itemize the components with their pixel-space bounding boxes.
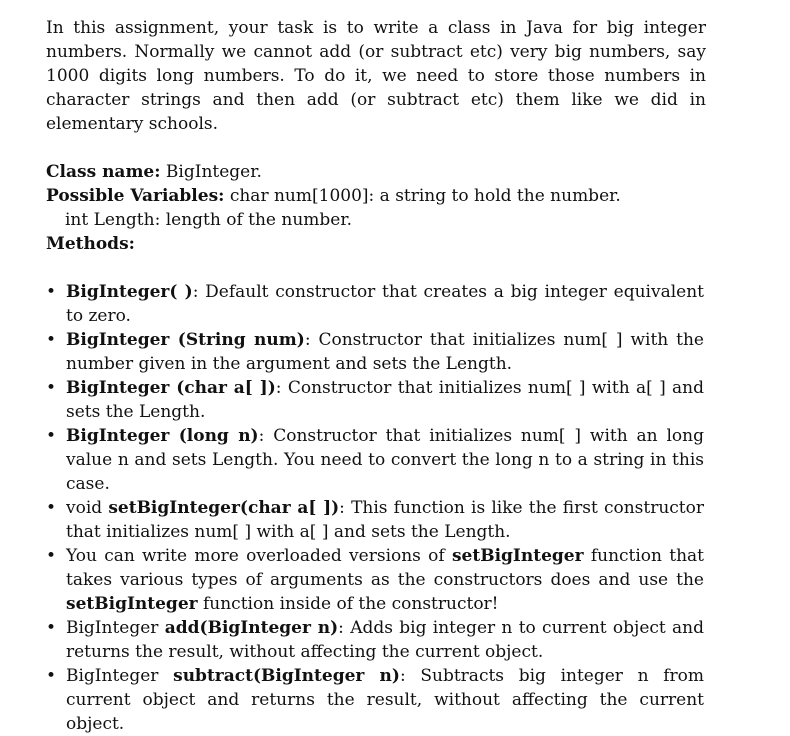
method-description: : Subtracts big integer n from current object and returns the result, without affecting the current object. bbox=[66, 666, 704, 734]
method-item bbox=[46, 544, 704, 616]
method-signature: BigInteger( ) bbox=[66, 282, 193, 302]
method-description: : Constructor that initializes num[ ] with an long value n and sets Length. You need to convert the long n to a string in this case. bbox=[66, 426, 704, 494]
class-name-value: BigInteger. bbox=[160, 162, 262, 182]
method-item bbox=[46, 376, 704, 424]
method-prefix: void bbox=[66, 498, 109, 518]
method-item bbox=[46, 424, 704, 496]
method-signature: BigInteger (String num) bbox=[66, 330, 305, 350]
method-signature: add(BigInteger n) bbox=[164, 618, 339, 638]
method-item bbox=[46, 496, 704, 544]
method-signature-2: setBigInteger bbox=[66, 594, 198, 614]
variables-line bbox=[46, 184, 750, 208]
method-signature: subtract(BigInteger n) bbox=[173, 666, 400, 686]
method-item bbox=[46, 328, 704, 376]
spacer bbox=[46, 136, 750, 160]
variable-length: int Length: length of the number. bbox=[65, 210, 353, 230]
method-description: function that takes various types of arguments as the constructors does and use the bbox=[66, 546, 704, 590]
method-description: : Default constructor that creates a big integer equivalent to zero. bbox=[66, 282, 704, 326]
variables-label: Possible Variables: bbox=[46, 186, 225, 206]
method-signature: BigInteger (long n) bbox=[66, 426, 259, 446]
method-item bbox=[46, 616, 704, 664]
intro-paragraph: In this assignment, your task is to write a class in Java for big integer numbers. Normally we cannot add (or subtract etc) very big numbers, say 1000 digits long numbers. To do it, we need to store those numbers in character strings and then add (or subtract etc) them like we did in elementary schools. bbox=[46, 18, 706, 134]
class-name-label: Class name: bbox=[46, 162, 161, 182]
method-description-2: function inside of the constructor! bbox=[197, 594, 499, 614]
method-description: : Adds big integer n to current object and returns the result, without affecting the current object. bbox=[66, 618, 705, 662]
method-signature: setBigInteger(char a[ ]) bbox=[108, 498, 340, 518]
method-description: : Constructor that initializes num[ ] with the number given in the argument and sets the Length. bbox=[66, 330, 704, 374]
method-prefix: BigInteger bbox=[66, 618, 165, 638]
method-signature: setBigInteger bbox=[451, 546, 584, 566]
variable-num: char num[1000]: a string to hold the number. bbox=[224, 186, 621, 206]
methods-label: Methods: bbox=[46, 234, 135, 254]
method-signature: BigInteger (char a[ ]) bbox=[66, 378, 276, 398]
methods-heading bbox=[46, 232, 750, 256]
method-prefix: BigInteger bbox=[66, 666, 174, 686]
method-description: : This function is like the first constructor that initializes num[ ] with a[ ] and sets the Length. bbox=[66, 498, 704, 542]
class-name-line bbox=[46, 160, 750, 184]
method-item bbox=[46, 280, 704, 328]
method-prefix: You can write more overloaded versions of bbox=[66, 546, 452, 566]
method-item bbox=[46, 664, 704, 736]
method-description: : Constructor that initializes num[ ] with a[ ] and sets the Length. bbox=[66, 378, 705, 422]
methods-list bbox=[46, 280, 704, 736]
